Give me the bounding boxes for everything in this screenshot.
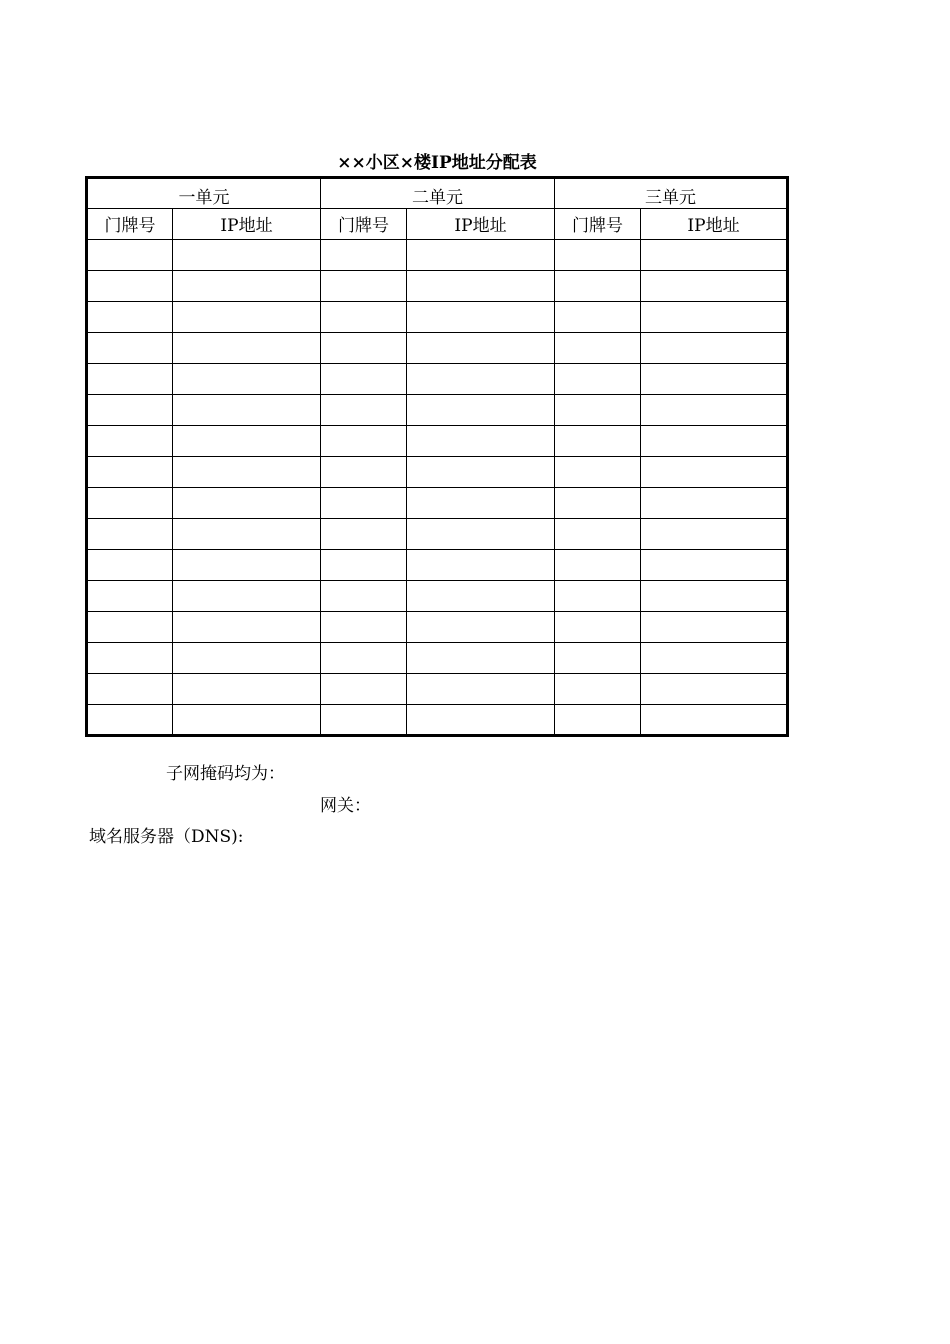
unit-header-3: 三单元 (555, 178, 788, 209)
document-title: ××小区×楼IP地址分配表 (337, 153, 537, 173)
ip-address-cell (173, 240, 321, 271)
ip-address-cell (407, 302, 555, 333)
table-row (87, 519, 788, 550)
ip-address-cell (407, 550, 555, 581)
ip-address-cell (407, 705, 555, 736)
table-row (87, 612, 788, 643)
column-header-door-number: 门牌号 (87, 209, 173, 240)
door-number-cell (555, 364, 641, 395)
ip-address-cell (173, 457, 321, 488)
door-number-cell (87, 333, 173, 364)
table-row (87, 271, 788, 302)
ip-address-cell (173, 395, 321, 426)
ip-address-cell (641, 612, 788, 643)
ip-address-cell (407, 643, 555, 674)
ip-address-cell (173, 674, 321, 705)
door-number-cell (555, 426, 641, 457)
table-row (87, 333, 788, 364)
ip-address-cell (173, 271, 321, 302)
door-number-cell (87, 519, 173, 550)
ip-allocation-table (85, 176, 789, 737)
ip-address-cell (173, 705, 321, 736)
door-number-cell (87, 550, 173, 581)
door-number-cell (321, 457, 407, 488)
ip-address-cell (173, 488, 321, 519)
ip-address-cell (641, 395, 788, 426)
ip-address-cell (641, 674, 788, 705)
door-number-cell (87, 426, 173, 457)
ip-address-cell (641, 240, 788, 271)
table-row (87, 581, 788, 612)
door-number-cell (321, 612, 407, 643)
door-number-cell (87, 302, 173, 333)
ip-address-cell (641, 333, 788, 364)
dns-label: 域名服务器（DNS): (89, 827, 244, 847)
door-number-cell (321, 426, 407, 457)
column-header-ip-address: IP地址 (173, 209, 321, 240)
door-number-cell (87, 271, 173, 302)
gateway-label: 网关： (320, 796, 371, 816)
column-header-ip-address: IP地址 (407, 209, 555, 240)
table-row (87, 364, 788, 395)
door-number-cell (555, 643, 641, 674)
ip-address-cell (641, 426, 788, 457)
ip-address-cell (641, 364, 788, 395)
ip-address-cell (173, 302, 321, 333)
door-number-cell (321, 395, 407, 426)
door-number-cell (555, 240, 641, 271)
column-header-door-number: 门牌号 (555, 209, 641, 240)
ip-address-cell (407, 488, 555, 519)
ip-address-cell (641, 271, 788, 302)
door-number-cell (321, 519, 407, 550)
unit-header-row (87, 178, 788, 209)
table-row (87, 488, 788, 519)
ip-address-cell (407, 674, 555, 705)
ip-address-cell (407, 333, 555, 364)
ip-address-cell (641, 550, 788, 581)
ip-address-cell (173, 364, 321, 395)
table-row (87, 302, 788, 333)
subnet-mask-label: 子网掩码均为： (166, 764, 285, 784)
ip-address-cell (173, 519, 321, 550)
ip-address-cell (173, 550, 321, 581)
table-row (87, 426, 788, 457)
door-number-cell (321, 302, 407, 333)
unit-header-2: 二单元 (321, 178, 555, 209)
table-row (87, 674, 788, 705)
ip-address-cell (641, 302, 788, 333)
door-number-cell (555, 488, 641, 519)
door-number-cell (555, 333, 641, 364)
door-number-cell (321, 364, 407, 395)
column-header-row (87, 209, 788, 240)
ip-address-cell (173, 426, 321, 457)
door-number-cell (87, 643, 173, 674)
door-number-cell (87, 488, 173, 519)
ip-address-cell (641, 519, 788, 550)
table-row (87, 643, 788, 674)
door-number-cell (87, 364, 173, 395)
door-number-cell (321, 488, 407, 519)
ip-address-cell (407, 240, 555, 271)
door-number-cell (555, 519, 641, 550)
door-number-cell (555, 581, 641, 612)
ip-address-cell (173, 643, 321, 674)
ip-address-cell (407, 364, 555, 395)
ip-address-cell (173, 333, 321, 364)
door-number-cell (555, 302, 641, 333)
ip-address-cell (407, 581, 555, 612)
door-number-cell (87, 581, 173, 612)
door-number-cell (321, 333, 407, 364)
door-number-cell (321, 550, 407, 581)
column-header-ip-address: IP地址 (641, 209, 788, 240)
ip-address-cell (173, 612, 321, 643)
door-number-cell (87, 612, 173, 643)
door-number-cell (321, 271, 407, 302)
door-number-cell (321, 643, 407, 674)
door-number-cell (555, 674, 641, 705)
ip-address-cell (407, 271, 555, 302)
door-number-cell (321, 705, 407, 736)
table-row (87, 457, 788, 488)
ip-address-cell (407, 519, 555, 550)
ip-address-cell (641, 581, 788, 612)
ip-address-cell (407, 457, 555, 488)
unit-header-1: 一单元 (87, 178, 321, 209)
table-row (87, 550, 788, 581)
door-number-cell (555, 271, 641, 302)
door-number-cell (321, 674, 407, 705)
door-number-cell (87, 395, 173, 426)
door-number-cell (87, 705, 173, 736)
ip-address-cell (407, 395, 555, 426)
ip-address-cell (407, 426, 555, 457)
table-row (87, 395, 788, 426)
ip-address-cell (173, 581, 321, 612)
door-number-cell (555, 457, 641, 488)
door-number-cell (555, 705, 641, 736)
door-number-cell (321, 240, 407, 271)
door-number-cell (321, 581, 407, 612)
ip-address-cell (407, 612, 555, 643)
door-number-cell (555, 612, 641, 643)
ip-address-cell (641, 488, 788, 519)
ip-address-cell (641, 457, 788, 488)
table-row (87, 705, 788, 736)
ip-address-cell (641, 705, 788, 736)
ip-address-cell (641, 643, 788, 674)
door-number-cell (87, 240, 173, 271)
door-number-cell (555, 550, 641, 581)
door-number-cell (555, 395, 641, 426)
door-number-cell (87, 674, 173, 705)
door-number-cell (87, 457, 173, 488)
column-header-door-number: 门牌号 (321, 209, 407, 240)
table-row (87, 240, 788, 271)
